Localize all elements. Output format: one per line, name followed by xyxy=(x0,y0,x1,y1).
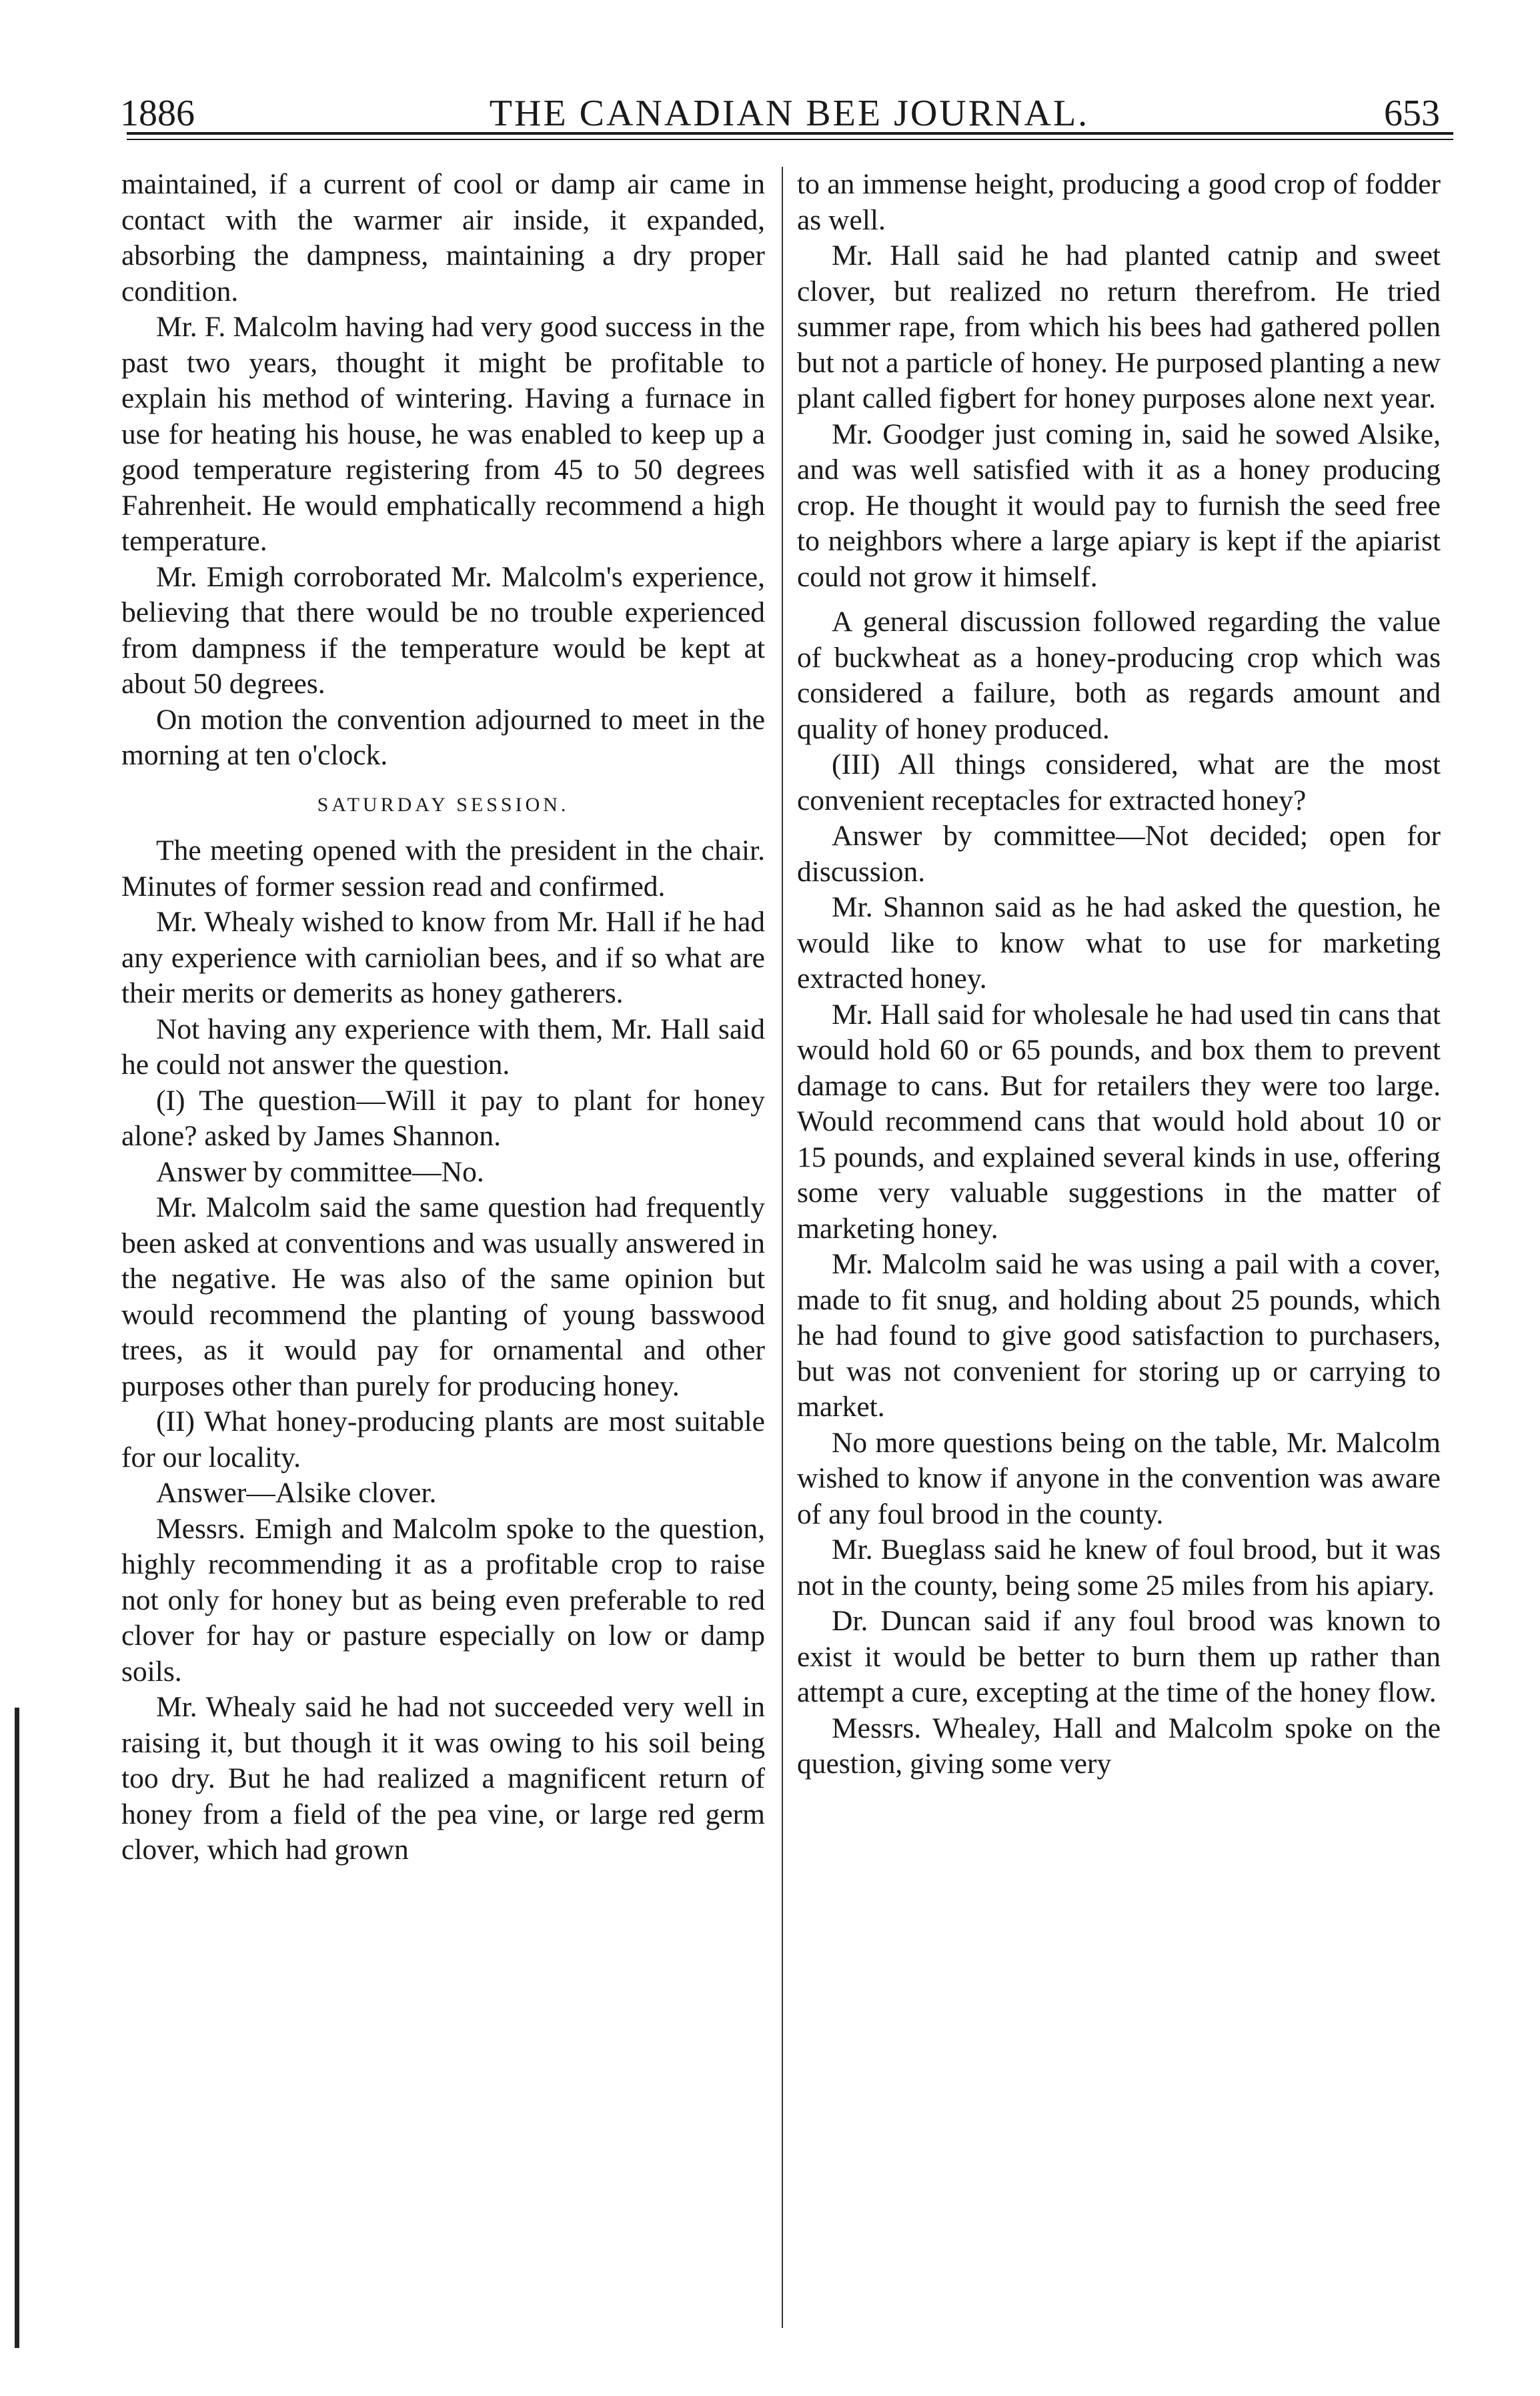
answer-paragraph: Answer by committee—Not decided; open for discussion. xyxy=(797,820,1441,888)
paragraph: Mr. Malcolm said the same question had frequently been asked at conventions and was usually answered in the negative. He was also of the same opinion but would recommend the planting of young basswood trees, as it would pay for ornamental and other purposes other than purely for producing honey. xyxy=(121,1191,765,1402)
paragraph: Not having any experience with them, Mr. Hall said he could not answer the question. xyxy=(121,1013,765,1081)
paragraph: Mr. Hall said he had planted catnip and sweet clover, but realized no return therefrom. He tried summer rape, from which his bees had gathered pollen but not a particle of honey. He purposed planting a new plant called figbert for honey purposes alone next year. xyxy=(797,239,1441,414)
paragraph: No more questions being on the table, Mr. Malcolm wished to know if anyone in the convention was aware of any foul brood in the county. xyxy=(797,1426,1441,1530)
answer-paragraph: Answer by committee—No. xyxy=(156,1155,484,1188)
paragraph: Dr. Duncan said if any foul brood was known to exist it would be better to burn them up rather than attempt a cure, excepting at the time of the honey flow. xyxy=(797,1605,1441,1708)
section-heading: SATURDAY SESSION. xyxy=(317,793,570,816)
paragraph: Mr. Shannon said as he had asked the question, he would like to know what to use for marketing extracted honey. xyxy=(797,891,1441,995)
paragraph: Mr. Goodger just coming in, said he sowed Alsike, and was well satisfied with it as a honey producing crop. He thought it would pay to furnish the seed free to neighbors where a large apiary is kept if the apiarist could not grow it himself. xyxy=(797,418,1441,593)
journal-title: THE CANADIAN BEE JOURNAL. xyxy=(489,93,1090,134)
header-rule-thin xyxy=(127,139,1453,140)
paragraph: Mr. Emigh corroborated Mr. Malcolm's experience, believing that there would be no trouble experienced from dampness if the temperature would be kept at about 50 degrees. xyxy=(121,560,765,700)
question-paragraph: (II) What honey-producing plants are most suitable for our locality. xyxy=(121,1405,765,1473)
paragraph: Mr. Whealy said he had not succeeded very well in raising it, but though it it was owing to his soil being too dry. But he had realized a magnificent return of honey from a field of the pea vine, or large red germ clover, which had grown xyxy=(121,1691,765,1866)
paragraph: Mr. Bueglass said he knew of foul brood, but it was not in the county, being some 25 miles from his apiary. xyxy=(797,1534,1441,1602)
column-divider xyxy=(782,167,783,2328)
header-rule-thick xyxy=(127,132,1453,135)
paragraph: to an immense height, producing a good crop of fodder as well. xyxy=(797,168,1441,236)
paragraph: Messrs. Whealey, Hall and Malcolm spoke on the question, giving some very xyxy=(797,1712,1441,1780)
paragraph: maintained, if a current of cool or damp air came in contact with the warmer air inside, it expanded, absorbing the dampness, maintaining a dry proper condition. xyxy=(121,168,765,308)
question-paragraph: (I) The question—Will it pay to plant for honey alone? asked by James Shannon. xyxy=(121,1084,765,1152)
header-year: 1886 xyxy=(120,93,195,134)
page-header xyxy=(120,79,1440,132)
paragraph: A general discussion followed regarding the value of buckwheat as a honey-producing crop which was considered a failure, both as regards amount and quality of honey produced. xyxy=(797,606,1441,745)
left-column xyxy=(121,167,765,1868)
paragraph: On motion the convention adjourned to meet in the morning at ten o'clock. xyxy=(121,703,765,771)
paragraph: Mr. Malcolm said he was using a pail with a cover, made to fit snug, and holding about 25 pounds, which he had found to give good satisfaction to purchasers, but was not convenient for storing up or carrying to market. xyxy=(797,1248,1441,1423)
paragraph: Messrs. Emigh and Malcolm spoke to the question, highly recommending it as a profitable crop to raise not only for honey but as being even preferable to red clover for hay or pasture especially on low or damp soils. xyxy=(121,1512,765,1688)
right-column xyxy=(797,167,1441,1782)
binding-edge-mark xyxy=(15,1708,19,2348)
paragraph: Mr. F. Malcolm having had very good success in the past two years, thought it might be profitable to explain his method of wintering. Having a furnace in use for heating his house, he was enabled to keep up a good temperature registering from 45 to 50 degrees Fahrenheit. He would emphatically recommend a high temperature. xyxy=(121,311,765,557)
answer-paragraph: Answer—Alsike clover. xyxy=(156,1477,437,1509)
page-number: 653 xyxy=(1383,93,1440,134)
paragraph: Mr. Whealy wished to know from Mr. Hall if he had any experience with carniolian bees, and if so what are their merits or demerits as honey gatherers. xyxy=(121,906,765,1009)
paragraph: The meeting opened with the president in the chair. Minutes of former session read and confirmed. xyxy=(121,834,765,903)
paragraph: Mr. Hall said for wholesale he had used tin cans that would hold 60 or 65 pounds, and box them to prevent damage to cans. But for retailers they were too large. Would recommend cans that would hold about 10 or 15 pounds, and explained several kinds in use, offering some very valuable suggestions in the matter of marketing honey. xyxy=(797,998,1441,1245)
question-paragraph: (III) All things considered, what are the most convenient receptacles for extracted honey? xyxy=(797,748,1441,816)
